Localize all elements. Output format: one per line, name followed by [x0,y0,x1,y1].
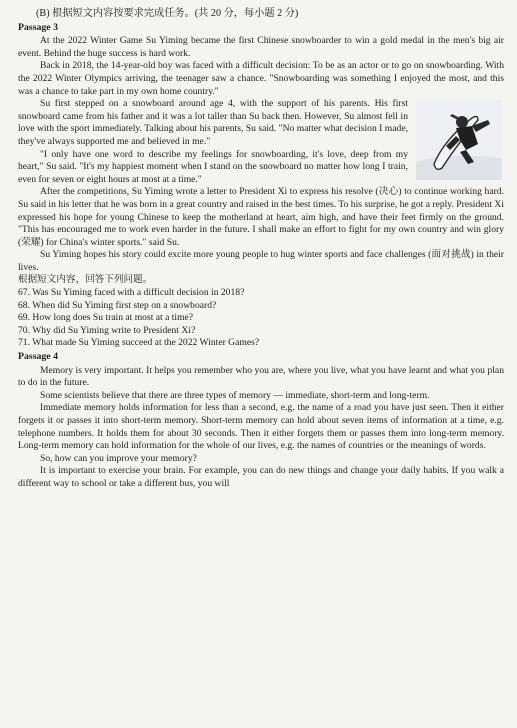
passage4-paragraph: So, how can you improve your memory? [40,452,197,464]
passage3-paragraph: At the 2022 Winter Game Su Yiming became the first Chinese snowboarder to win a gold medal in the men's big air event. Behind the huge success is hard work. [18,35,504,59]
question-item: 67. Was Su Yiming faced with a difficult decision in 2018? [18,287,245,299]
question-item: 71. What made Su Yiming succeed at the 2022 Winter Games? [18,337,260,349]
passage4-paragraph: It is important to exercise your brain. For example, you can do new things and change your daily habits. If you walk a different way to school or take a different bus, you will [18,465,504,489]
passage3-paragraph: After the competitions, Su Yiming wrote a letter to President Xi to express his resolve (决心) to continue working hard. Su said in his letter that he was born in a great country and raised in the best times. To his surprise, he got a reply. President Xi expressed his hope for young Chinese to keep the motherland at heart, aim high, and have their feet firmly on the ground. "This has encouraged me to work even harder in the future. I shall make an effort to fight for my own country and win glory (荣耀) for China's winter sports." said Su. [18,186,504,248]
passage4-paragraph: Memory is very important. It helps you remember who you are, where you live, what you have learnt and what you plan to do in the future. [18,364,504,389]
passage4-paragraph: Some scientists believe that there are three types of memory — immediate, short-term and long-term. [40,389,430,401]
passage3-paragraph: Su first stepped on a snowboard around age 4, with the support of his parents. His first snowboard came from his father and it was a lot taller than Su back then. However, Su almost fell in love with the sport immediately. Talking about his parents, Su said. "No matter what decision I made, they've always supported me and believed in me." [18,98,408,147]
passage4-paragraph: Immediate memory holds information for less than a second, e.g. the name of a road you have just seen. Then it either forgets it or passes it into short-term memory. Short-term memory can hold about seven items of information at a time, e.g. telephone numbers. It holds them for about 30 seconds. Then it either forgets them or passes them into long-term memory. Long-term memory can hold information for the whole of our lives, e.g. the names of countries or the meanings of words. [18,402,504,452]
passage4-label: Passage 4 [18,351,59,363]
question-item: 70. Why did Su Yiming write to President Xi? [18,324,196,336]
question-item: 69. How long does Su train at most at a time? [18,312,194,324]
document-content [18,8,504,491]
snowboarder-illustration [416,100,502,180]
passage3-paragraph: Su Yiming hopes his story could excite more young people to hug winter sports and face challenges (面对挑战) in their lives. [18,249,504,273]
question-instruction: 根据短文内容，回答下列问题。 [18,274,153,286]
section-title: (B) 根据短文内容按要求完成任务。(共 20 分，每小题 2 分) [36,8,299,19]
snowboarder-photo [416,100,502,180]
question-item: 68. When did Su Yiming first step on a snowboard? [18,299,217,311]
passage3-paragraph: "I only have one word to describe my feelings for snowboarding, it's love, deep from my heart," Su said. "It's my happiest moment when I stand on the snowboard no matter how long I train, even for seven or eight hours at most at a time." [18,148,408,185]
passage3-paragraph: Back in 2018, the 14-year-old boy was faced with a difficult decision: To be as an actor or to go on snowboarding. With the 2022 Winter Olympics arriving, the teenager saw a chance. "Snowboarding was something I enjoyed the most, and this was a chance to take part in my own home country." [18,60,504,97]
passage3-label: Passage 3 [18,21,59,33]
